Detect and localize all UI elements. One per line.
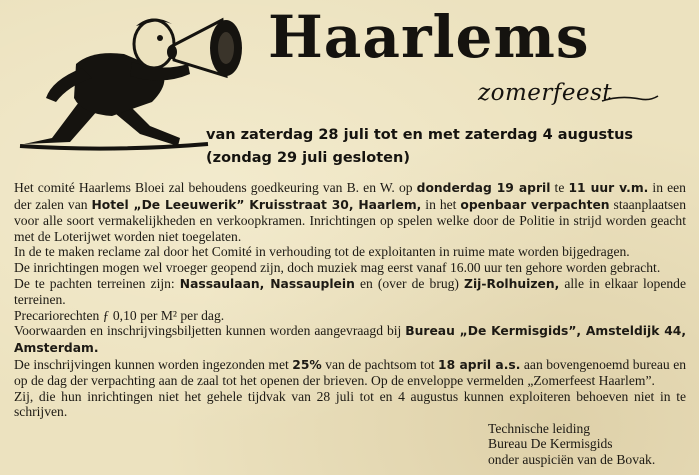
text-run: in het — [421, 196, 461, 212]
emphasis-bureau: Bureau „De Kermisgids”, Amsteldijk 44, Amsterdam. — [14, 324, 686, 355]
date-block — [206, 124, 633, 170]
dates-line-2: (zondag 29 juli gesloten) — [206, 150, 410, 166]
text-run: Voorwaarden en inschrijvingsbiljetten kunnen worden aangevraagd bij — [14, 323, 406, 339]
emphasis-time: 11 uur v.m. — [568, 181, 649, 195]
text-run: van de pachtsom tot — [321, 356, 439, 372]
emphasis-location: Nassaulaan, Nassauplein — [179, 276, 355, 291]
paragraph-advertising: In de te maken reclame zal door het Comité in verhouding tot de exploitanten in ruime mate worden bijgedragen. — [14, 244, 630, 260]
dates-line-1: van zaterdag 28 juli tot en met zaterdag 4 augustus — [206, 127, 634, 143]
text-run: in een der zalen van — [14, 180, 686, 212]
text-run: staanplaatsen voor alle soort vermakelijkheden en verkoopkramen. Inrichtingen op spelen welke door de Politie in strijd worden geacht met de Loterijwet worden niet toegelaten. — [14, 196, 686, 244]
paragraph-auction — [14, 180, 686, 244]
emphasis-venue: Hotel „De Leeuwerik” Kruisstraat 30, Haarlem, — [91, 197, 422, 212]
paragraph-fees: Precariorechten ƒ 0,10 per M² per dag. — [14, 307, 225, 323]
paragraph-grounds — [14, 276, 686, 308]
text-run: Het comité Haarlems Bloei zal behoudens goedkeuring van B. en W. op — [14, 180, 417, 195]
text-run: aan bovengenoemd bureau en op de dag der verpachting aan de zaal tot het openen der brieven. Op de enveloppe vermelden „Zomerfeest Haarlem”. — [14, 356, 687, 389]
paragraph-partial-period: Zij, die hun inrichtingen niet het gehele tijdvak van 28 juli tot en 4 augustus kunnen exploiteren behoeven niet in te schrijven. — [14, 388, 686, 420]
emphasis-location: Zij-Rolhuizen, — [464, 276, 560, 291]
text-run: en (over de brug) — [354, 275, 465, 291]
text-run: te — [550, 180, 569, 195]
announcement-body — [14, 180, 686, 420]
page-title: Haarlems — [268, 3, 590, 71]
signature-line: Technische leiding — [488, 421, 591, 436]
signature-line: onder auspiciën van de Bovak. — [488, 451, 656, 467]
emphasis-date: donderdag 19 april — [416, 181, 551, 195]
page-subtitle: zomerfeest — [478, 80, 613, 106]
swash-decoration — [600, 93, 660, 105]
paragraph-music: De inrichtingen mogen wel vroeger geopend zijn, doch muziek mag eerst vanaf 16.00 uur ten gehore worden gebracht. — [14, 259, 661, 275]
emphasis-deadline: 18 april a.s. — [438, 357, 521, 372]
signature-block — [488, 421, 655, 467]
emphasis-percentage: 25% — [292, 357, 322, 372]
signature-line: Bureau De Kermisgids — [488, 436, 613, 452]
text-run: De te pachten terreinen zijn: — [14, 275, 180, 291]
text-run: alle in elkaar lopende terreinen. — [14, 275, 687, 308]
text-run: De inschrijvingen kunnen worden ingezonden met — [14, 356, 293, 372]
emphasis-lease: openbaar verpachten — [460, 197, 610, 212]
paragraph-submissions — [14, 357, 686, 389]
paragraph-conditions — [14, 323, 686, 356]
